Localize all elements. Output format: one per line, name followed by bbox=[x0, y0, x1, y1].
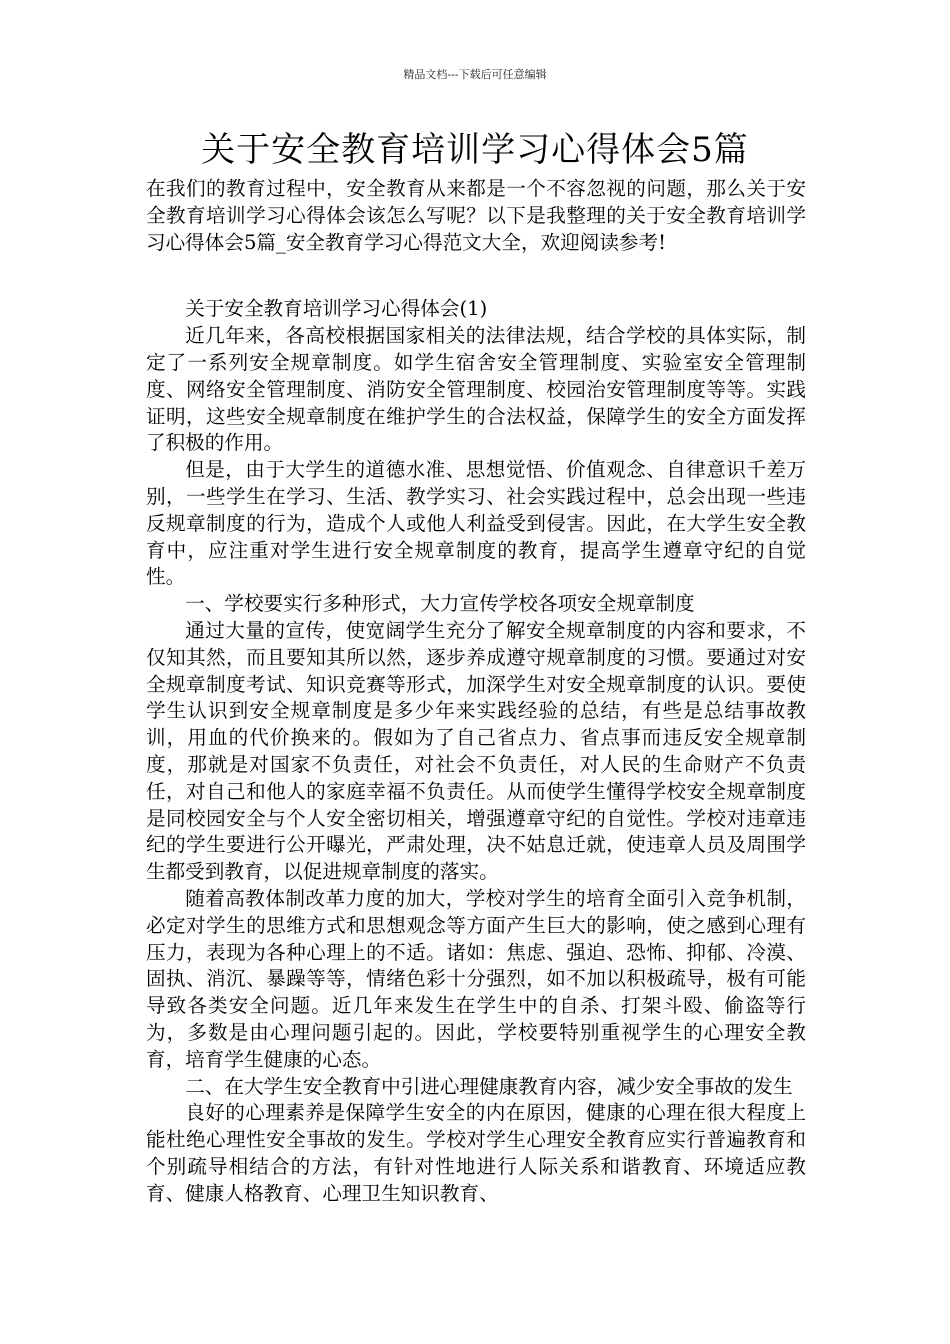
subheading-paragraph: 二、在大学生安全教育中引进心理健康教育内容，减少安全事故的发生 bbox=[185, 1074, 793, 1098]
spacer bbox=[146, 256, 806, 296]
document-title: 关于安全教育培训学习心得体会5篇 bbox=[201, 130, 749, 170]
section-heading: 关于安全教育培训学习心得体会(1) bbox=[185, 297, 488, 321]
body-paragraph: 通过大量的宣传，使宽阔学生充分了解安全规章制度的内容和要求，不仅知其然，而且要知其所以然，逐步养成遵守规章制度的习惯。要通过对安全规章制度考试、知识竞赛等形式，加深学生对安全规章制度的认识。要使学生认识到安全规章制度是多少年来实践经验的总结，有些是总结事故教训，用血的代价换来的。假如为了自己省点力、省点事而违反安全规章制度，那就是对国家不负责任，对社会不负责任，对人民的生命财产不负责任，对自己和他人的家庭幸福不负责任。从而使学生懂得学校安全规章制度是同校园安全与个人安全密切相关，增强遵章守纪的自觉性。学校对违章违纪的学生要进行公开曝光，严肃处理，决不姑息迁就，使违章人员及周围学生都受到教育，以促进规章制度的落实。 bbox=[146, 618, 806, 884]
page-header: 精品文档---下载后可任意编辑 bbox=[403, 68, 547, 81]
body-paragraph: 良好的心理素养是保障学生安全的内在原因，健康的心理在很大程度上能杜绝心理性安全事故的发生。学校对学生心理安全教育应实行普遍教育和个别疏导相结合的方法，有针对性地进行人际关系和谐教育、环境适应教育、健康人格教育、心理卫生知识教育、 bbox=[146, 1101, 806, 1205]
subheading-paragraph: 一、学校要实行多种形式，大力宣传学校各项安全规章制度 bbox=[185, 592, 695, 616]
document-body bbox=[146, 176, 806, 1207]
body-paragraph: 近几年来，各高校根据国家相关的法律法规，结合学校的具体实际，制定了一系列安全规章制度。如学生宿舍安全管理制度、实验室安全管理制度、网络安全管理制度、消防安全管理制度、校园治安管理制度等等。实践证明，这些安全规章制度在维护学生的合法权益，保障学生的安全方面发挥了积极的作用。 bbox=[146, 324, 806, 455]
body-paragraph: 但是，由于大学生的道德水准、思想觉悟、价值观念、自律意识千差万别，一些学生在学习、生活、教学实习、社会实践过程中，总会出现一些违反规章制度的行为，造成个人或他人利益受到侵害。因此，在大学生安全教育中，应注重对学生进行安全规章制度的教育，提高学生遵章守纪的自觉性。 bbox=[146, 458, 806, 589]
body-paragraph: 随着高教体制改革力度的加大，学校对学生的培育全面引入竞争机制，必定对学生的思维方式和思想观念等方面产生巨大的影响，使之感到心理有压力，表现为各种心理上的不适。诸如：焦虑、强迫、恐怖、抑郁、冷漠、固执、消沉、暴躁等等，情绪色彩十分强烈，如不加以积极疏导，极有可能导致各类安全问题。近几年来发生在学生中的自杀、打架斗殴、偷盗等行为，多数是由心理问题引起的。因此，学校要特别重视学生的心理安全教育，培育学生健康的心态。 bbox=[146, 886, 806, 1071]
intro-paragraph: 在我们的教育过程中，安全教育从来都是一个不容忽视的问题，那么关于安全教育培训学习心得体会该怎么写呢？以下是我整理的关于安全教育培训学习心得体会5篇_安全教育学习心得范文大全，欢迎阅读参考! bbox=[146, 177, 806, 254]
